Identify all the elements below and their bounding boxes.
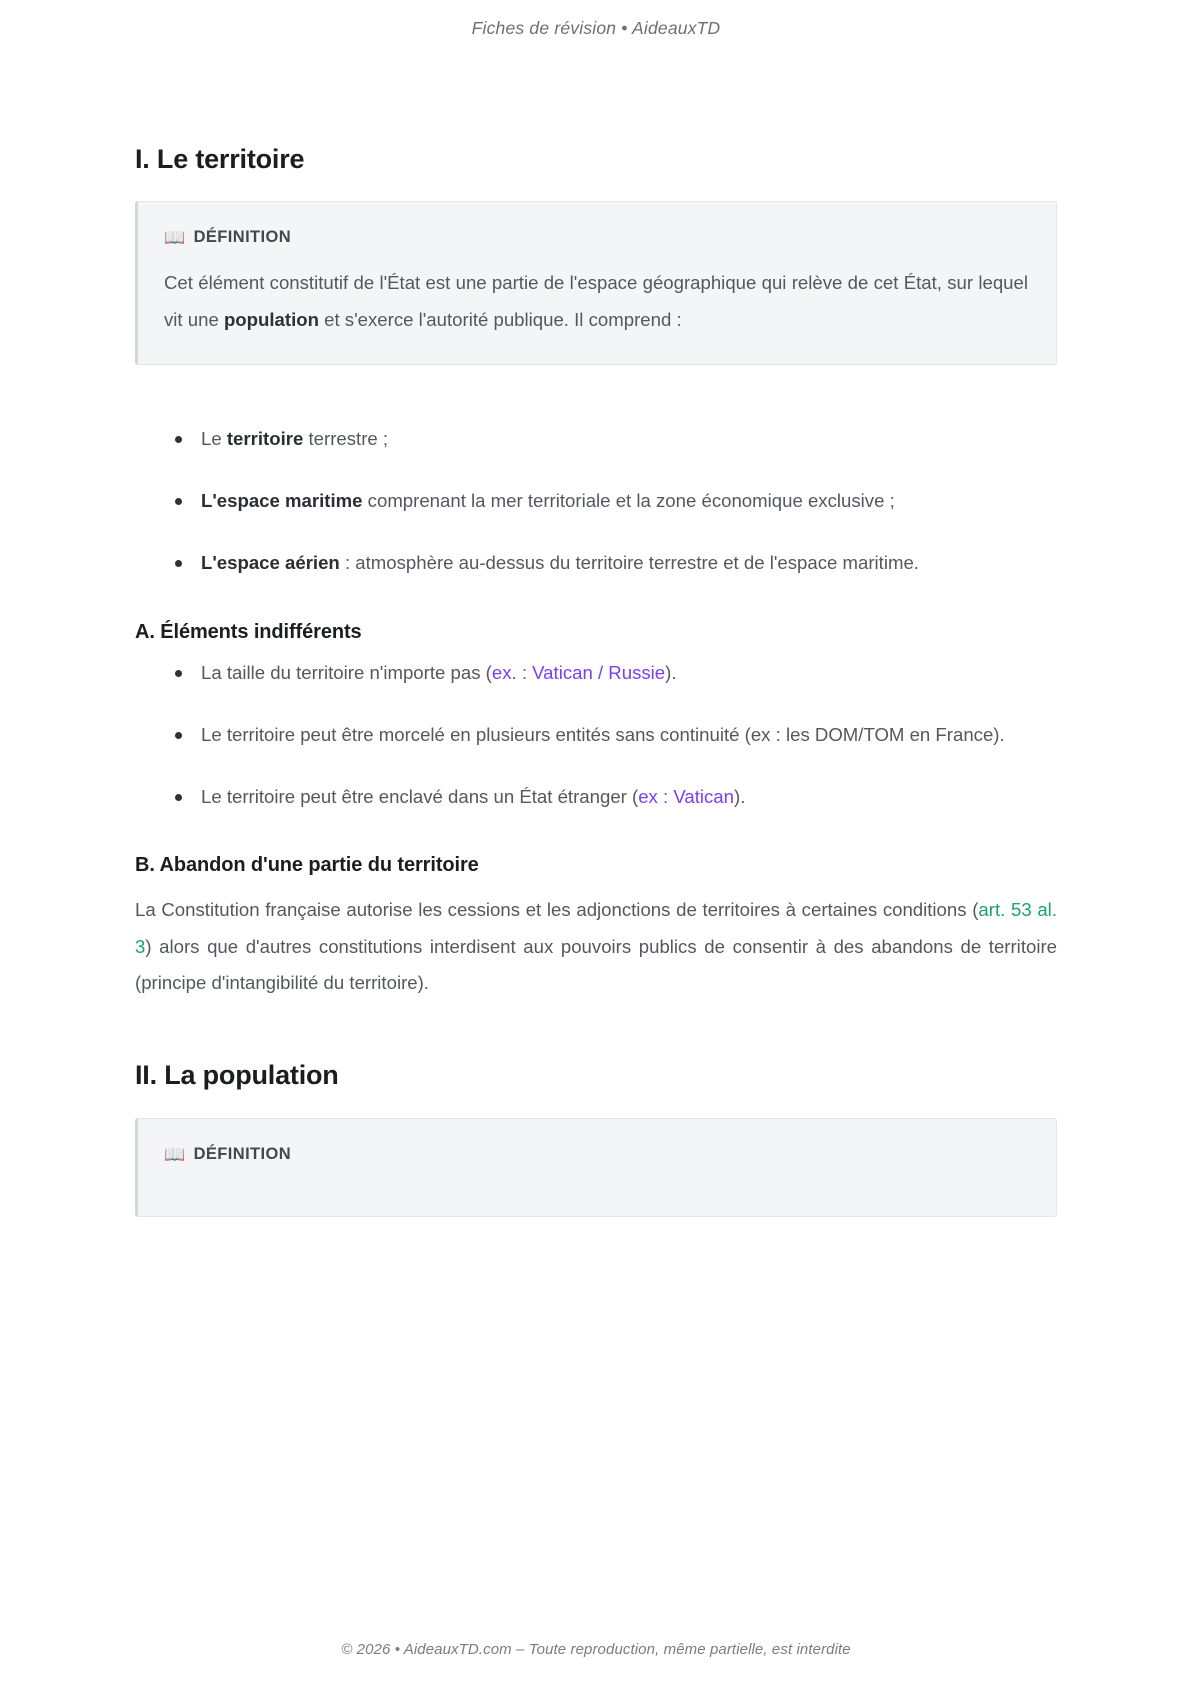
paragraph-post-text: ) alors que d'autres constitutions interdisent aux pouvoirs publics de consentir à des abandons de territoire (principe d'intangibilité du territoire). <box>135 935 1057 993</box>
bullet-post-text: ). <box>665 661 677 683</box>
list-item <box>135 779 1057 815</box>
subsection-heading-elements-indifferents: A. Éléments indifférents <box>135 620 362 643</box>
bullet-bold-inline: territoire <box>226 427 304 449</box>
definition-text-part-2: et s'exerce l'autorité publique. Il comprend : <box>318 308 682 330</box>
list-item <box>135 545 1057 581</box>
subsection-heading-abandon-territoire: B. Abandon d'une partie du territoire <box>135 854 479 877</box>
definition-body-territoire <box>164 265 1028 338</box>
example-highlight: ex. : Vatican / Russie <box>491 661 666 683</box>
definition-box-population <box>135 1118 1057 1217</box>
definition-label-text: DÉFINITION <box>193 228 292 247</box>
document-content <box>0 43 1192 1601</box>
legal-reference-highlight: art. 53 al. 3 <box>135 899 1057 957</box>
definition-label-row <box>164 228 1028 247</box>
bullet-tail-text: : atmosphère au-dessus du territoire terrestre et de l'espace maritime. <box>339 552 919 574</box>
bullet-tail-text: terrestre ; <box>303 427 389 449</box>
section-heading-territoire: I. Le territoire <box>135 144 305 174</box>
section-heading-population: II. La population <box>135 1060 339 1091</box>
bullet-lead-text: Le <box>201 427 227 449</box>
bullet-post-text: ). <box>734 786 746 808</box>
list-item <box>135 421 1057 457</box>
running-footer: © 2026 • AideauxTD.com – Toute reproduction, même partielle, est interdite <box>341 1641 851 1658</box>
bullet-pre-text: Le territoire peut être enclavé dans un État étranger ( <box>201 786 639 808</box>
definition-bold-population: population <box>223 308 319 330</box>
open-book-icon: 📖 <box>164 228 186 248</box>
elements-indifferents-list <box>135 655 1057 816</box>
list-item <box>135 483 1057 519</box>
paragraph-pre-text: La Constitution française autorise les cessions et les adjonctions de territoires à certaines conditions ( <box>135 899 979 921</box>
definition-box-territoire <box>135 201 1057 365</box>
definition-text-part-1: Cet élément constitutif de l'État est une partie de l'espace géographique qui relève de cet État, sur lequel vit une <box>164 272 1028 330</box>
bullet-bold-lead: L'espace aérien <box>201 552 340 574</box>
open-book-icon: 📖 <box>164 1144 186 1164</box>
bullet-pre-text: La taille du territoire n'importe pas ( <box>201 661 492 683</box>
running-header: Fiches de révision • AideauxTD <box>471 18 721 38</box>
bullet-bold-lead: L'espace maritime <box>201 490 363 512</box>
example-highlight: ex : Vatican <box>638 786 734 808</box>
territoire-components-list <box>135 421 1057 582</box>
definition-label-row <box>164 1145 1028 1164</box>
list-item <box>135 717 1057 753</box>
bullet-tail-text: comprenant la mer territoriale et la zone économique exclusive ; <box>362 490 895 512</box>
definition-label-text: DÉFINITION <box>193 1144 292 1163</box>
bullet-pre-text: Le territoire peut être morcelé en plusieurs entités sans continuité (ex : les DOM/TOM en France). <box>201 723 1005 745</box>
list-item <box>135 655 1057 691</box>
paragraph-abandon-territoire <box>135 892 1057 1001</box>
